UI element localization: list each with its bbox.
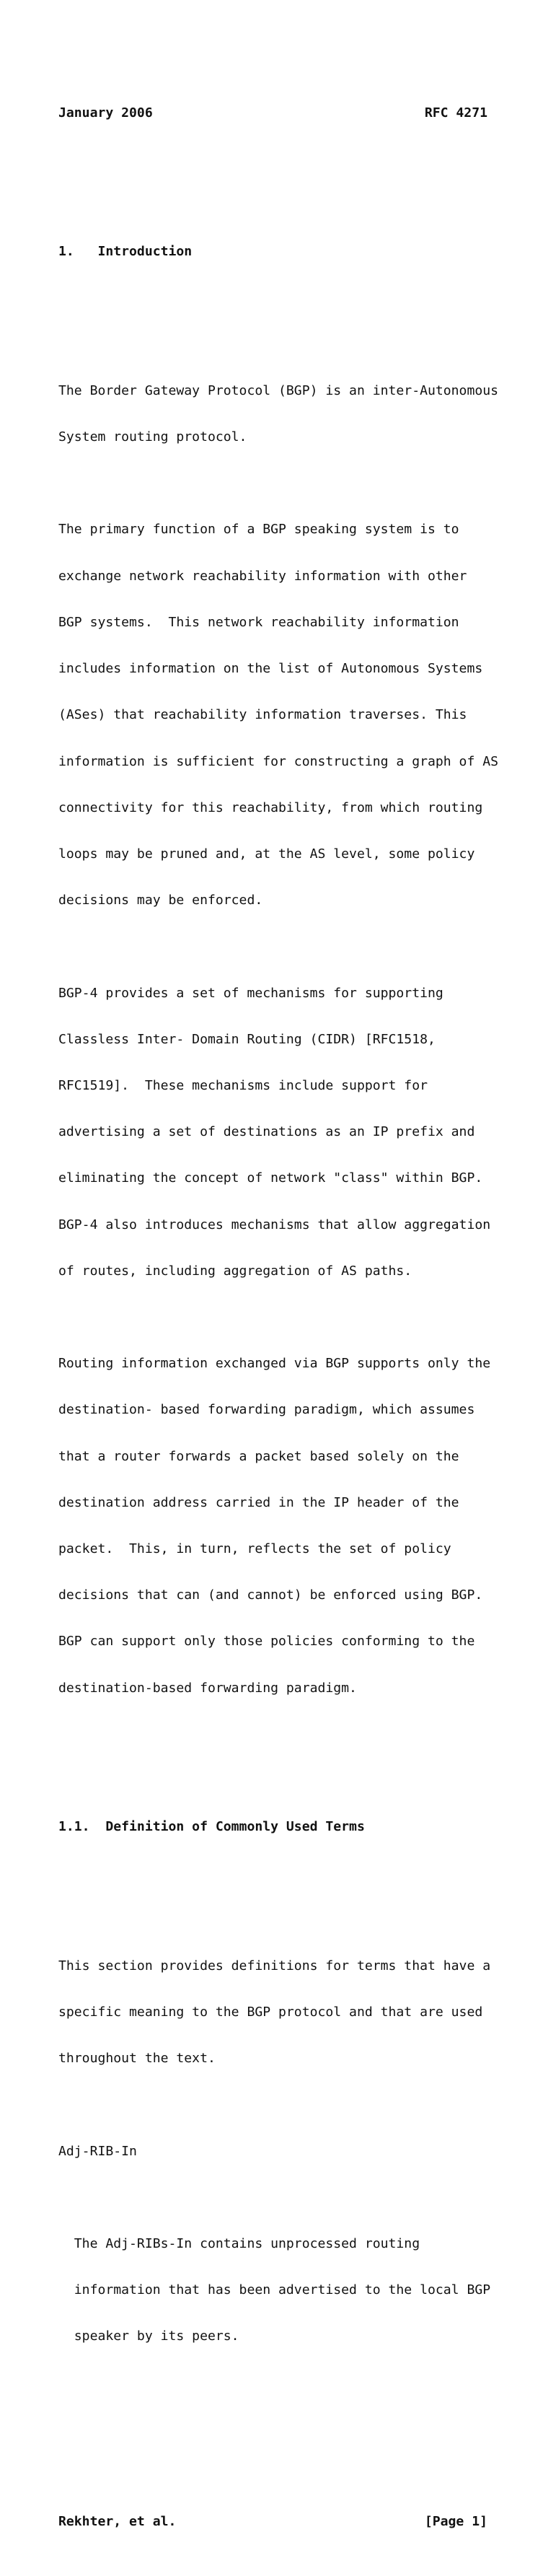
rfc-text-column xyxy=(58,43,499,2576)
header-date: January 2006 xyxy=(58,105,153,121)
body-line: Classless Inter- Domain Routing (CIDR) [RFC1518, xyxy=(58,1031,436,1047)
body-line: eliminating the concept of network "class" within BGP. xyxy=(58,1170,483,1186)
body-line: BGP-4 provides a set of mechanisms for supporting xyxy=(58,985,443,1001)
spacer-line xyxy=(58,1742,491,1757)
body-line: destination address carried in the IP header of the xyxy=(58,1494,459,1510)
body-line: connectivity for this reachability, from which routing xyxy=(58,799,483,815)
body-line: BGP-4 also introduces mechanisms that allow aggregation xyxy=(58,1217,491,1232)
spacer-line xyxy=(58,167,491,182)
spacer-line xyxy=(58,2097,491,2112)
spacer-line xyxy=(58,2391,491,2406)
header-rfc-number: RFC 4271 xyxy=(424,105,487,121)
body-line: exchange network reachability information with other xyxy=(58,568,467,584)
spacer-line xyxy=(58,939,491,954)
spacer-line xyxy=(58,1310,491,1325)
body-line: RFC1519]. These mechanisms include support for xyxy=(58,1077,428,1093)
body-line: System routing protocol. xyxy=(58,429,247,445)
spacer-line xyxy=(58,2437,491,2452)
spacer-line xyxy=(58,476,491,491)
body-line: BGP can support only those policies conforming to the xyxy=(58,1634,475,1650)
body-line: includes information on the list of Autonomous Systems xyxy=(58,661,483,677)
body-line: This section provides definitions for terms that have a xyxy=(58,1958,491,1973)
body-line: of routes, including aggregation of AS paths. xyxy=(58,1263,412,1279)
body-line: packet. This, in turn, reflects the set of policy xyxy=(58,1541,451,1556)
term-name: Adj-RIB-In xyxy=(58,2143,137,2159)
body-line: decisions may be enforced. xyxy=(58,893,263,908)
body-line: destination-based forwarding paradigm. xyxy=(58,1680,357,1696)
section-heading-1: 1. Introduction xyxy=(58,244,193,260)
body-line: (ASes) that reachability information traverses. This xyxy=(58,707,467,723)
body-line: decisions that can (and cannot) be enforced using BGP. xyxy=(58,1587,483,1603)
term-definition-line: The Adj-RIBs-In contains unprocessed routing xyxy=(58,2236,420,2252)
term-definition-line: speaker by its peers. xyxy=(58,2329,239,2344)
body-line: BGP systems. This network reachability information xyxy=(58,614,459,630)
body-line: throughout the text. xyxy=(58,2051,216,2067)
body-line: Routing information exchanged via BGP supports only the xyxy=(58,1356,491,1372)
body-line: loops may be pruned and, at the AS level, some policy xyxy=(58,846,475,862)
section-heading-1-1: 1.1. Definition of Commonly Used Terms xyxy=(58,1819,365,1835)
footer-authors: Rekhter, et al. xyxy=(58,2514,177,2530)
body-line: advertising a set of destinations as an IP prefix and xyxy=(58,1124,475,1140)
body-line: information is sufficient for constructing a graph of AS xyxy=(58,753,499,769)
body-line: The Border Gateway Protocol (BGP) is an inter-Autonomous xyxy=(58,382,499,398)
body-line: that a router forwards a packet based solely on the xyxy=(58,1448,459,1464)
footer-page-number: [Page 1] xyxy=(424,2514,487,2530)
spacer-line xyxy=(58,306,491,321)
spacer-line xyxy=(58,2190,491,2205)
body-line: specific meaning to the BGP protocol and that are used xyxy=(58,2005,483,2020)
spacer-line xyxy=(58,1881,491,1896)
body-line: The primary function of a BGP speaking system is to xyxy=(58,522,459,538)
term-definition-line: information that has been advertised to the local BGP xyxy=(58,2282,491,2298)
page-footer xyxy=(58,2514,487,2529)
body-line: destination- based forwarding paradigm, which assumes xyxy=(58,1402,475,1418)
page-header xyxy=(58,105,487,121)
